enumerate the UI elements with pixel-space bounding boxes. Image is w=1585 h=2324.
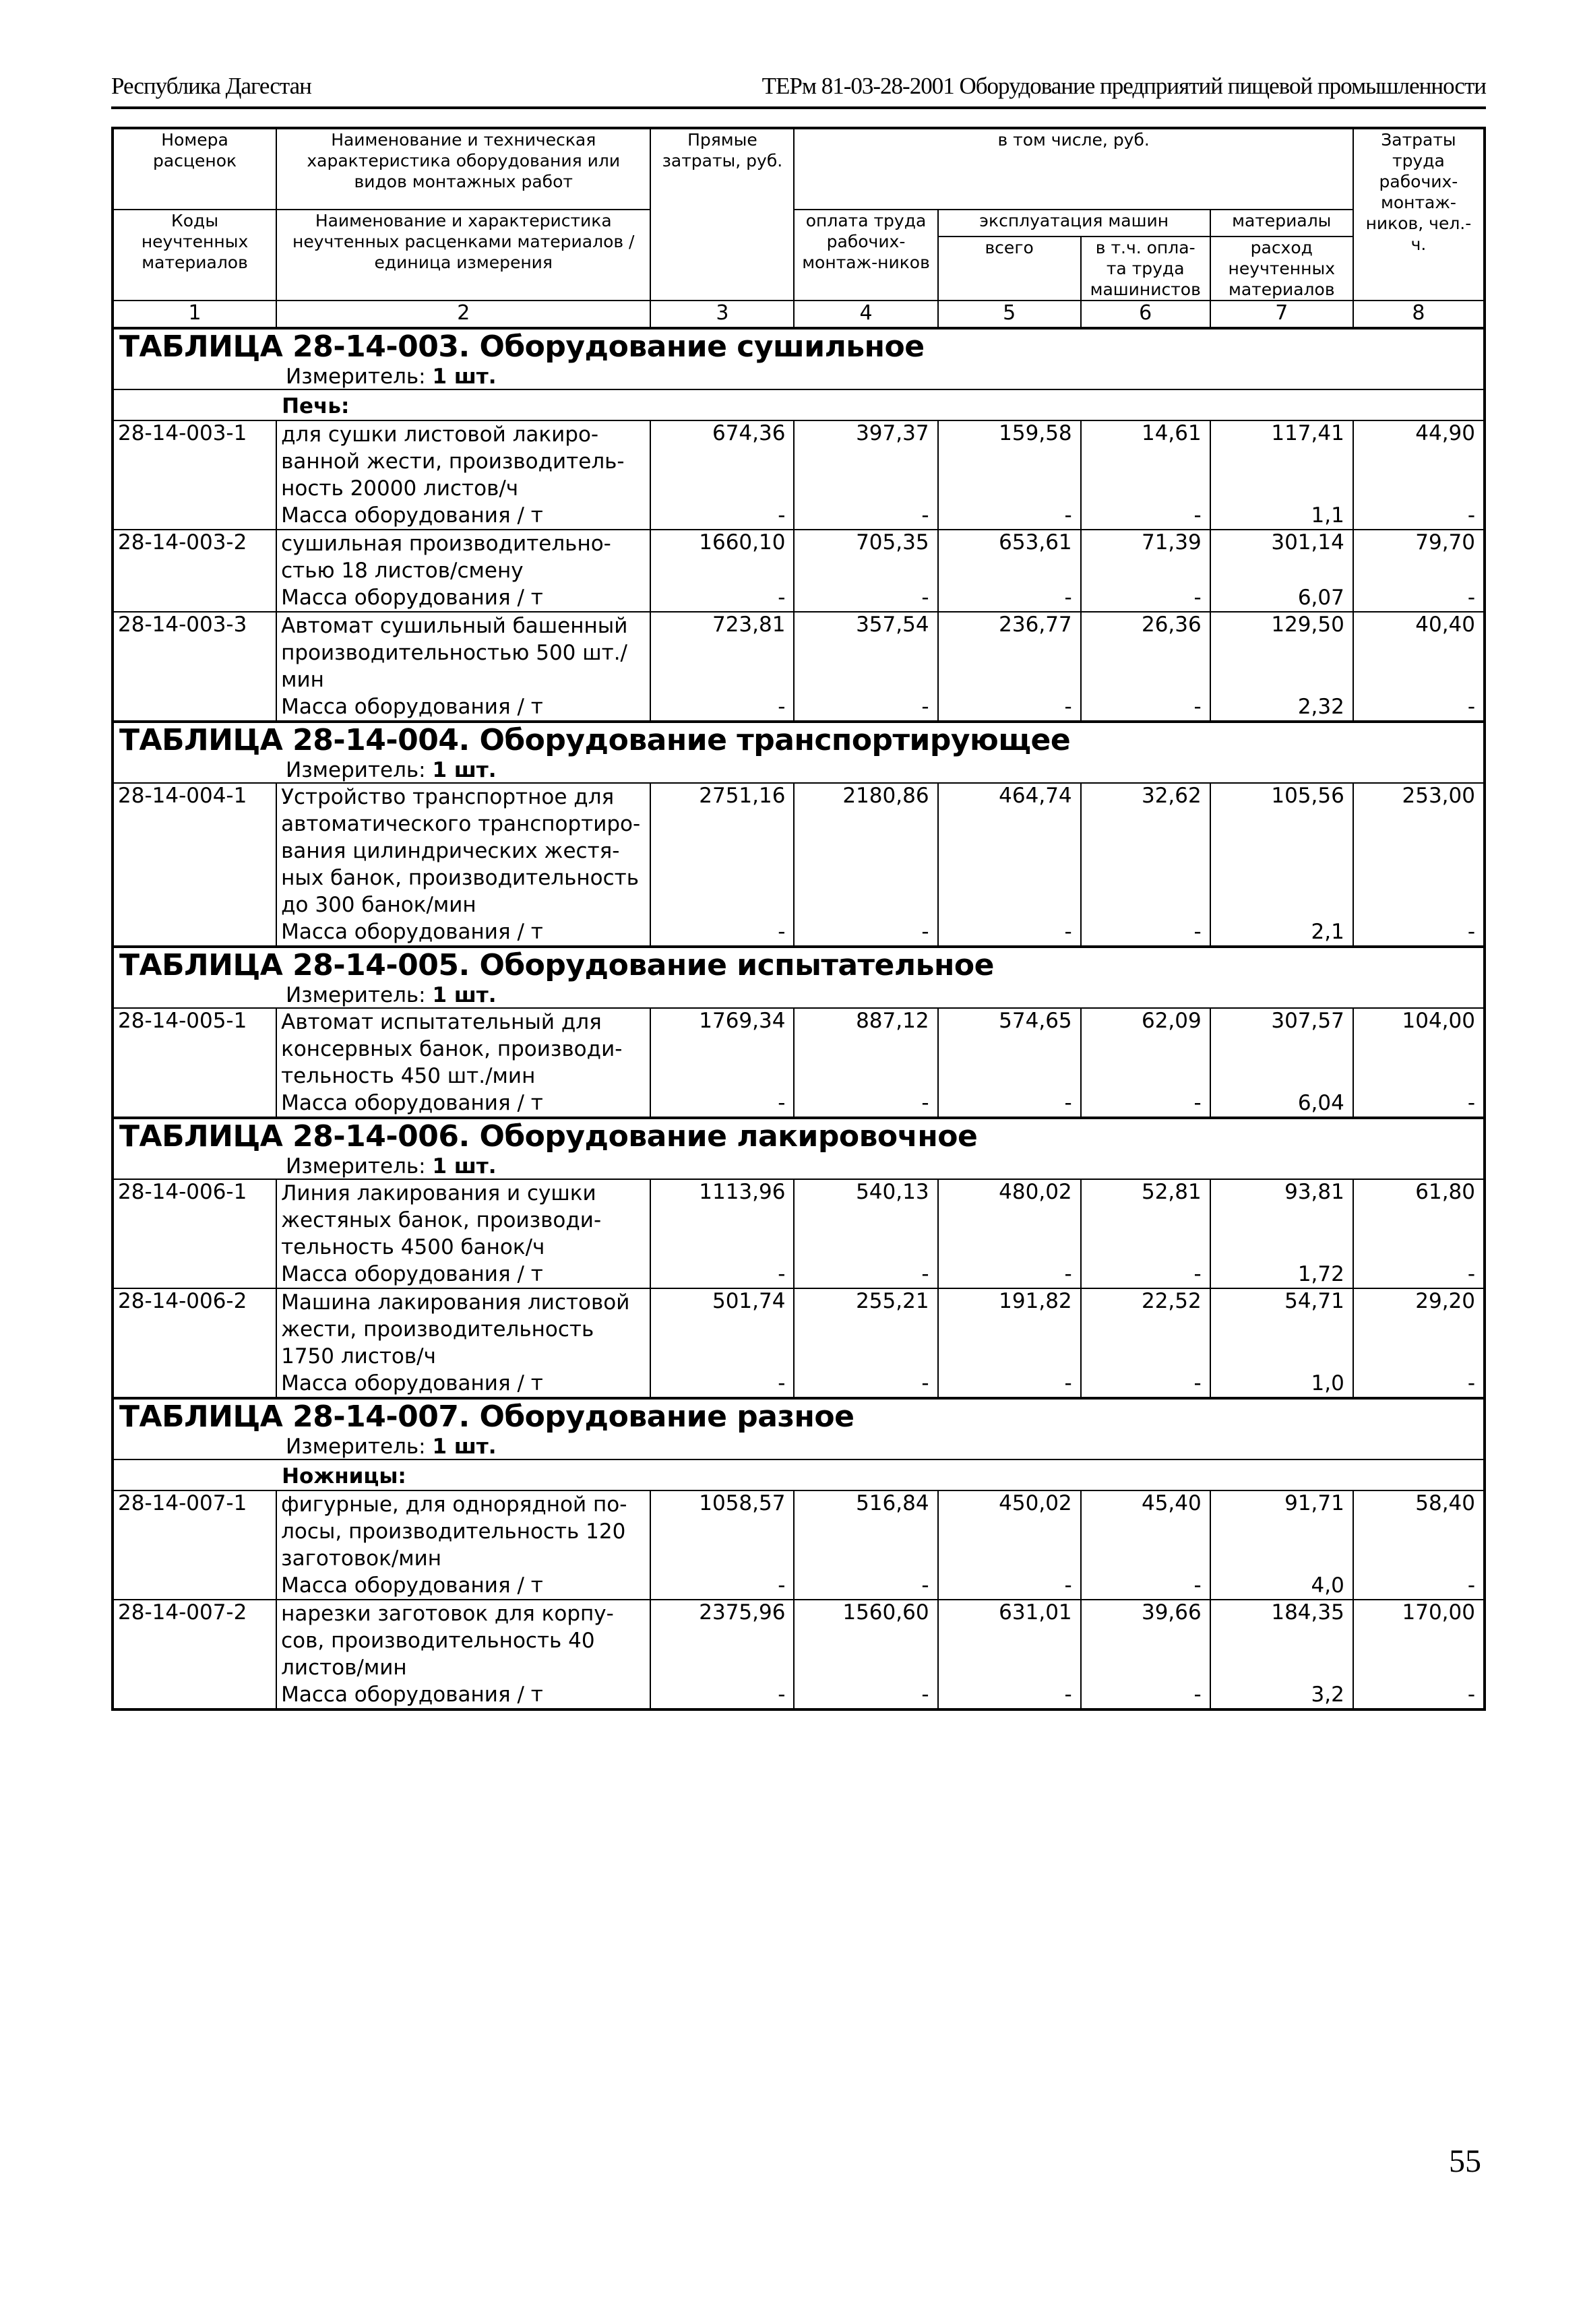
dash: - xyxy=(1193,503,1202,528)
rate-code: 28-14-006-1 xyxy=(113,1179,276,1288)
section-title: ТАБЛИЦА 28-14-004. Оборудование транспортирующее xyxy=(119,723,1071,757)
machinists-pay xyxy=(1081,612,1210,722)
mass-label: Масса оборудования / т xyxy=(276,1090,650,1118)
measure-value: 1 шт. xyxy=(432,365,497,389)
dash: - xyxy=(1064,1262,1072,1286)
machinists-pay xyxy=(1081,420,1210,530)
direct-cost xyxy=(650,1600,794,1709)
dash: - xyxy=(1064,503,1072,528)
equipment-name: для сушки листовой лакиро-ванной жести, производитель-ность 20000 листов/ч xyxy=(276,420,650,502)
labor-hours-value: 58,40 xyxy=(1415,1491,1475,1515)
materials-cost xyxy=(1210,530,1353,612)
dash: - xyxy=(1467,1091,1475,1115)
table-row xyxy=(113,1600,1485,1681)
measure-unit xyxy=(286,1154,497,1179)
measure-label: Измеритель: xyxy=(286,365,426,389)
labor-pay-value: 1560,60 xyxy=(842,1600,929,1625)
direct-cost-value: 2375,96 xyxy=(699,1600,786,1625)
labor-hours-value: 44,90 xyxy=(1415,421,1475,445)
mass-label: Масса оборудования / т xyxy=(276,693,650,722)
machinists-pay-value: 62,09 xyxy=(1141,1009,1202,1033)
labor-hours-value: 29,20 xyxy=(1415,1289,1475,1313)
col-header-machines-total: всего xyxy=(938,237,1081,301)
direct-cost-value: 1058,57 xyxy=(699,1491,786,1515)
dash: - xyxy=(1467,1262,1475,1286)
dash: - xyxy=(921,503,929,528)
materials-cost xyxy=(1210,612,1353,722)
mass-label: Масса оборудования / т xyxy=(276,502,650,530)
dash: - xyxy=(778,503,786,528)
materials-cost-value: 184,35 xyxy=(1271,1600,1344,1625)
direct-cost-value: 1769,34 xyxy=(699,1009,786,1033)
labor-pay-value: 255,21 xyxy=(856,1289,929,1313)
col-header-materials: материалы xyxy=(1210,210,1353,237)
machines-total-value: 236,77 xyxy=(999,613,1072,637)
mass-label: Масса оборудования / т xyxy=(276,584,650,612)
dash: - xyxy=(1064,1683,1072,1707)
col-header-equipment-name: Наименование и техническая характеристика оборудования или видов монтажных работ xyxy=(276,128,650,210)
measure-unit xyxy=(286,758,497,782)
materials-cost xyxy=(1210,1179,1353,1288)
materials-cost-value: 301,14 xyxy=(1271,530,1344,555)
labor-hours xyxy=(1353,1490,1485,1600)
section-title-cell xyxy=(113,722,1485,758)
subheading-row xyxy=(113,1459,1485,1490)
col-header-unaccounted-materials: расход неучтенных материалов xyxy=(1210,237,1353,301)
col-header-machine-operation: эксплуатация машин xyxy=(938,210,1210,237)
measure-value: 1 шт. xyxy=(432,758,497,782)
direct-cost xyxy=(650,1179,794,1288)
column-number: 5 xyxy=(938,301,1081,328)
mass-label: Масса оборудования / т xyxy=(276,1261,650,1288)
labor-pay xyxy=(794,1288,937,1398)
rate-code: 28-14-007-2 xyxy=(113,1600,276,1709)
measure-row xyxy=(113,758,1485,783)
labor-pay-value: 705,35 xyxy=(856,530,929,555)
machinists-pay-value: 45,40 xyxy=(1141,1491,1202,1515)
dash: - xyxy=(921,586,929,610)
column-number: 3 xyxy=(650,301,794,328)
labor-hours-value: 253,00 xyxy=(1402,784,1475,808)
dash: - xyxy=(1064,1091,1072,1115)
measure-label: Измеритель: xyxy=(286,983,426,1007)
labor-hours xyxy=(1353,1008,1485,1118)
dash: - xyxy=(1193,1371,1202,1395)
labor-pay-value: 357,54 xyxy=(856,613,929,637)
section-title: ТАБЛИЦА 28-14-007. Оборудование разное xyxy=(119,1400,854,1434)
materials-cost xyxy=(1210,1008,1353,1118)
equipment-name: нарезки заготовок для корпу-сов, производительность 40 листов/мин xyxy=(276,1600,650,1681)
dash: - xyxy=(778,695,786,719)
dash: - xyxy=(1193,920,1202,944)
measure-unit xyxy=(286,983,497,1007)
materials-cost-value: 93,81 xyxy=(1284,1180,1344,1204)
column-number: 4 xyxy=(794,301,937,328)
materials-cost xyxy=(1210,420,1353,530)
labor-pay xyxy=(794,420,937,530)
dash: - xyxy=(921,695,929,719)
measure-row xyxy=(113,1154,1485,1179)
dash: - xyxy=(778,1573,786,1598)
table-row xyxy=(113,783,1485,918)
machines-total-value: 191,82 xyxy=(999,1289,1072,1313)
direct-cost xyxy=(650,1288,794,1398)
dash: - xyxy=(778,586,786,610)
equipment-mass: 1,1 xyxy=(1311,503,1344,528)
dash: - xyxy=(921,1683,929,1707)
table-header xyxy=(113,128,1485,328)
section-title-row xyxy=(113,722,1485,758)
labor-pay-value: 2180,86 xyxy=(842,784,929,808)
table-row xyxy=(113,530,1485,584)
labor-pay xyxy=(794,612,937,722)
labor-hours-value: 170,00 xyxy=(1402,1600,1475,1625)
header-document-title: ТЕРм 81-03-28-2001 Оборудование предприятий пищевой промышленности xyxy=(762,73,1486,99)
machines-total xyxy=(938,1288,1081,1398)
machinists-pay-value: 14,61 xyxy=(1141,421,1202,445)
rate-code: 28-14-006-2 xyxy=(113,1288,276,1398)
dash: - xyxy=(1193,1573,1202,1598)
materials-cost-value: 105,56 xyxy=(1271,784,1344,808)
dash: - xyxy=(921,1262,929,1286)
col-header-labor-hours: Затраты труда рабочих-монтаж-ников, чел.-ч. xyxy=(1353,128,1485,301)
machines-total xyxy=(938,1008,1081,1118)
measure-unit xyxy=(286,365,497,389)
equipment-name: Машина лакирования листовой жести, производительность 1750 листов/ч xyxy=(276,1288,650,1370)
measure-cell xyxy=(113,983,1485,1008)
dash: - xyxy=(1467,503,1475,528)
measure-cell xyxy=(113,1154,1485,1179)
dash: - xyxy=(1193,1091,1202,1115)
equipment-name: сушильная производительно-стью 18 листов/смену xyxy=(276,530,650,584)
rates-table xyxy=(111,127,1486,1711)
direct-cost xyxy=(650,420,794,530)
dash: - xyxy=(1193,1262,1202,1286)
dash: - xyxy=(1467,1573,1475,1598)
machinists-pay xyxy=(1081,1179,1210,1288)
dash: - xyxy=(1467,1371,1475,1395)
machinists-pay-value: 32,62 xyxy=(1141,784,1202,808)
dash: - xyxy=(778,920,786,944)
measure-unit xyxy=(286,1435,497,1459)
machines-total xyxy=(938,420,1081,530)
dash: - xyxy=(778,1371,786,1395)
labor-pay xyxy=(794,1600,937,1709)
machines-total-value: 631,01 xyxy=(999,1600,1072,1625)
direct-cost xyxy=(650,1490,794,1600)
equipment-mass: 4,0 xyxy=(1311,1573,1344,1598)
dash: - xyxy=(778,1683,786,1707)
equipment-mass: 6,07 xyxy=(1297,586,1344,610)
dash: - xyxy=(921,1091,929,1115)
direct-cost-value: 723,81 xyxy=(712,613,786,637)
dash: - xyxy=(1064,920,1072,944)
dash: - xyxy=(1064,1573,1072,1598)
dash: - xyxy=(1467,586,1475,610)
empty-cell xyxy=(113,1459,276,1490)
column-number: 1 xyxy=(113,301,276,328)
dash: - xyxy=(1467,920,1475,944)
section-title: ТАБЛИЦА 28-14-003. Оборудование сушильное xyxy=(119,329,925,364)
labor-hours xyxy=(1353,420,1485,530)
direct-cost xyxy=(650,783,794,947)
col-header-direct-costs: Прямые затраты, руб. xyxy=(650,128,794,301)
table-row xyxy=(113,420,1485,502)
col-header-material-name: Наименование и характеристика неучтенных расценками материалов / единица измерения xyxy=(276,210,650,301)
machinists-pay-value: 71,39 xyxy=(1141,530,1202,555)
dash: - xyxy=(1064,586,1072,610)
column-number: 2 xyxy=(276,301,650,328)
section-title-row xyxy=(113,1118,1485,1154)
materials-cost xyxy=(1210,783,1353,947)
machines-total xyxy=(938,1179,1081,1288)
dash: - xyxy=(1467,695,1475,719)
subheading-row xyxy=(113,389,1485,420)
measure-cell xyxy=(113,365,1485,389)
materials-cost-value: 54,71 xyxy=(1284,1289,1344,1313)
mass-label: Масса оборудования / т xyxy=(276,918,650,947)
machinists-pay-value: 26,36 xyxy=(1141,613,1202,637)
table-row xyxy=(113,1288,1485,1370)
col-header-machinists-pay: в т.ч. опла-та труда машинистов xyxy=(1081,237,1210,301)
direct-cost-value: 501,74 xyxy=(712,1289,786,1313)
equipment-mass: 6,04 xyxy=(1297,1091,1344,1115)
dash: - xyxy=(1064,1371,1072,1395)
labor-hours xyxy=(1353,783,1485,947)
column-number: 7 xyxy=(1210,301,1353,328)
section-title-cell xyxy=(113,328,1485,365)
mass-label: Масса оборудования / т xyxy=(276,1572,650,1600)
dash: - xyxy=(1193,695,1202,719)
equipment-mass: 2,1 xyxy=(1311,920,1344,944)
machinists-pay xyxy=(1081,1490,1210,1600)
section-title-cell xyxy=(113,1398,1485,1435)
measure-label: Измеритель: xyxy=(286,1435,426,1459)
materials-cost xyxy=(1210,1490,1353,1600)
machinists-pay-value: 22,52 xyxy=(1141,1289,1202,1313)
subheading: Ножницы: xyxy=(276,1459,1485,1490)
subheading: Печь: xyxy=(276,389,1485,420)
dash: - xyxy=(1193,586,1202,610)
labor-pay xyxy=(794,783,937,947)
direct-cost-value: 674,36 xyxy=(712,421,786,445)
labor-pay xyxy=(794,1490,937,1600)
machinists-pay-value: 39,66 xyxy=(1141,1600,1202,1625)
machinists-pay xyxy=(1081,1008,1210,1118)
machines-total xyxy=(938,530,1081,612)
equipment-mass: 1,72 xyxy=(1297,1262,1344,1286)
column-numbers-row xyxy=(113,301,1485,328)
materials-cost-value: 129,50 xyxy=(1271,613,1344,637)
col-header-worker-pay: оплата труда рабочих-монтаж-ников xyxy=(794,210,937,301)
equipment-mass: 1,0 xyxy=(1311,1371,1344,1395)
direct-cost xyxy=(650,612,794,722)
machinists-pay-value: 52,81 xyxy=(1141,1180,1202,1204)
section-title-row xyxy=(113,328,1485,365)
rate-code: 28-14-005-1 xyxy=(113,1008,276,1118)
column-number: 8 xyxy=(1353,301,1485,328)
mass-label: Масса оборудования / т xyxy=(276,1681,650,1709)
machines-total xyxy=(938,783,1081,947)
materials-cost-value: 91,71 xyxy=(1284,1491,1344,1515)
page-header xyxy=(111,67,1486,109)
section-title-row xyxy=(113,947,1485,983)
measure-value: 1 шт. xyxy=(432,983,497,1007)
materials-cost xyxy=(1210,1288,1353,1398)
direct-cost-value: 2751,16 xyxy=(699,784,786,808)
labor-hours xyxy=(1353,1179,1485,1288)
table-row xyxy=(113,1008,1485,1090)
measure-cell xyxy=(113,758,1485,783)
section-title-cell xyxy=(113,947,1485,983)
materials-cost xyxy=(1210,1600,1353,1709)
dash: - xyxy=(778,1262,786,1286)
dash: - xyxy=(921,1371,929,1395)
labor-pay xyxy=(794,1008,937,1118)
table-row xyxy=(113,612,1485,693)
labor-pay xyxy=(794,1179,937,1288)
machinists-pay xyxy=(1081,530,1210,612)
direct-cost-value: 1113,96 xyxy=(699,1180,786,1204)
machinists-pay xyxy=(1081,783,1210,947)
materials-cost-value: 117,41 xyxy=(1271,421,1344,445)
dash: - xyxy=(921,920,929,944)
labor-hours-value: 61,80 xyxy=(1415,1180,1475,1204)
labor-pay-value: 516,84 xyxy=(856,1491,929,1515)
labor-hours xyxy=(1353,530,1485,612)
dash: - xyxy=(1193,1683,1202,1707)
rate-code: 28-14-007-1 xyxy=(113,1490,276,1600)
measure-row xyxy=(113,983,1485,1008)
col-header-including: в том числе, руб. xyxy=(794,128,1353,210)
mass-label: Масса оборудования / т xyxy=(276,1370,650,1398)
measure-cell xyxy=(113,1435,1485,1459)
equipment-name: Устройство транспортное для автоматического транспортиро-вания цилиндрических жестя-ных банок, производительность до 300 банок/мин xyxy=(276,783,650,918)
labor-hours xyxy=(1353,612,1485,722)
rate-code: 28-14-003-1 xyxy=(113,420,276,530)
col-header-rate-numbers: Номера расценок xyxy=(113,128,276,210)
measure-label: Измеритель: xyxy=(286,1154,426,1179)
labor-hours xyxy=(1353,1288,1485,1398)
machines-total-value: 574,65 xyxy=(999,1009,1072,1033)
dash: - xyxy=(1064,695,1072,719)
machines-total xyxy=(938,1490,1081,1600)
machinists-pay xyxy=(1081,1288,1210,1398)
measure-value: 1 шт. xyxy=(432,1435,497,1459)
machines-total-value: 464,74 xyxy=(999,784,1072,808)
rate-code: 28-14-003-3 xyxy=(113,612,276,722)
labor-pay-value: 887,12 xyxy=(856,1009,929,1033)
dash: - xyxy=(921,1573,929,1598)
machinists-pay xyxy=(1081,1600,1210,1709)
dash: - xyxy=(778,1091,786,1115)
machines-total xyxy=(938,1600,1081,1709)
labor-hours xyxy=(1353,1600,1485,1709)
labor-pay-value: 397,37 xyxy=(856,421,929,445)
labor-hours-value: 40,40 xyxy=(1415,613,1475,637)
dash: - xyxy=(1467,1683,1475,1707)
machines-total-value: 653,61 xyxy=(999,530,1072,555)
equipment-name: Автомат испытательный для консервных банок, производи-тельность 450 шт./мин xyxy=(276,1008,650,1090)
direct-cost xyxy=(650,1008,794,1118)
section-title: ТАБЛИЦА 28-14-006. Оборудование лакировочное xyxy=(119,1119,978,1154)
equipment-name: Автомат сушильный башенный производительностью 500 шт./мин xyxy=(276,612,650,693)
column-number: 6 xyxy=(1081,301,1210,328)
machines-total-value: 450,02 xyxy=(999,1491,1072,1515)
equipment-mass: 3,2 xyxy=(1311,1683,1344,1707)
labor-hours-value: 104,00 xyxy=(1402,1009,1475,1033)
rate-code: 28-14-004-1 xyxy=(113,783,276,947)
section-title-cell xyxy=(113,1118,1485,1154)
equipment-mass: 2,32 xyxy=(1297,695,1344,719)
header-region: Республика Дагестан xyxy=(111,73,311,99)
section-title-row xyxy=(113,1398,1485,1435)
rate-code: 28-14-003-2 xyxy=(113,530,276,612)
equipment-name: Линия лакирования и сушки жестяных банок, производи-тельность 4500 банок/ч xyxy=(276,1179,650,1261)
labor-pay-value: 540,13 xyxy=(856,1180,929,1204)
col-header-material-codes: Коды неучтенных материалов xyxy=(113,210,276,301)
page-number: 55 xyxy=(1449,2143,1481,2179)
measure-label: Измеритель: xyxy=(286,758,426,782)
labor-hours-value: 79,70 xyxy=(1415,530,1475,555)
equipment-name: фигурные, для однорядной по-лосы, производительность 120 заготовок/мин xyxy=(276,1490,650,1572)
empty-cell xyxy=(113,389,276,420)
direct-cost-value: 1660,10 xyxy=(699,530,786,555)
table-body xyxy=(113,328,1485,1709)
measure-value: 1 шт. xyxy=(432,1154,497,1179)
machines-total-value: 159,58 xyxy=(999,421,1072,445)
table-row xyxy=(113,1490,1485,1572)
table-row xyxy=(113,1179,1485,1261)
materials-cost-value: 307,57 xyxy=(1271,1009,1344,1033)
section-title: ТАБЛИЦА 28-14-005. Оборудование испытательное xyxy=(119,948,994,982)
measure-row xyxy=(113,365,1485,389)
labor-pay xyxy=(794,530,937,612)
machines-total xyxy=(938,612,1081,722)
machines-total-value: 480,02 xyxy=(999,1180,1072,1204)
direct-cost xyxy=(650,530,794,612)
measure-row xyxy=(113,1435,1485,1459)
